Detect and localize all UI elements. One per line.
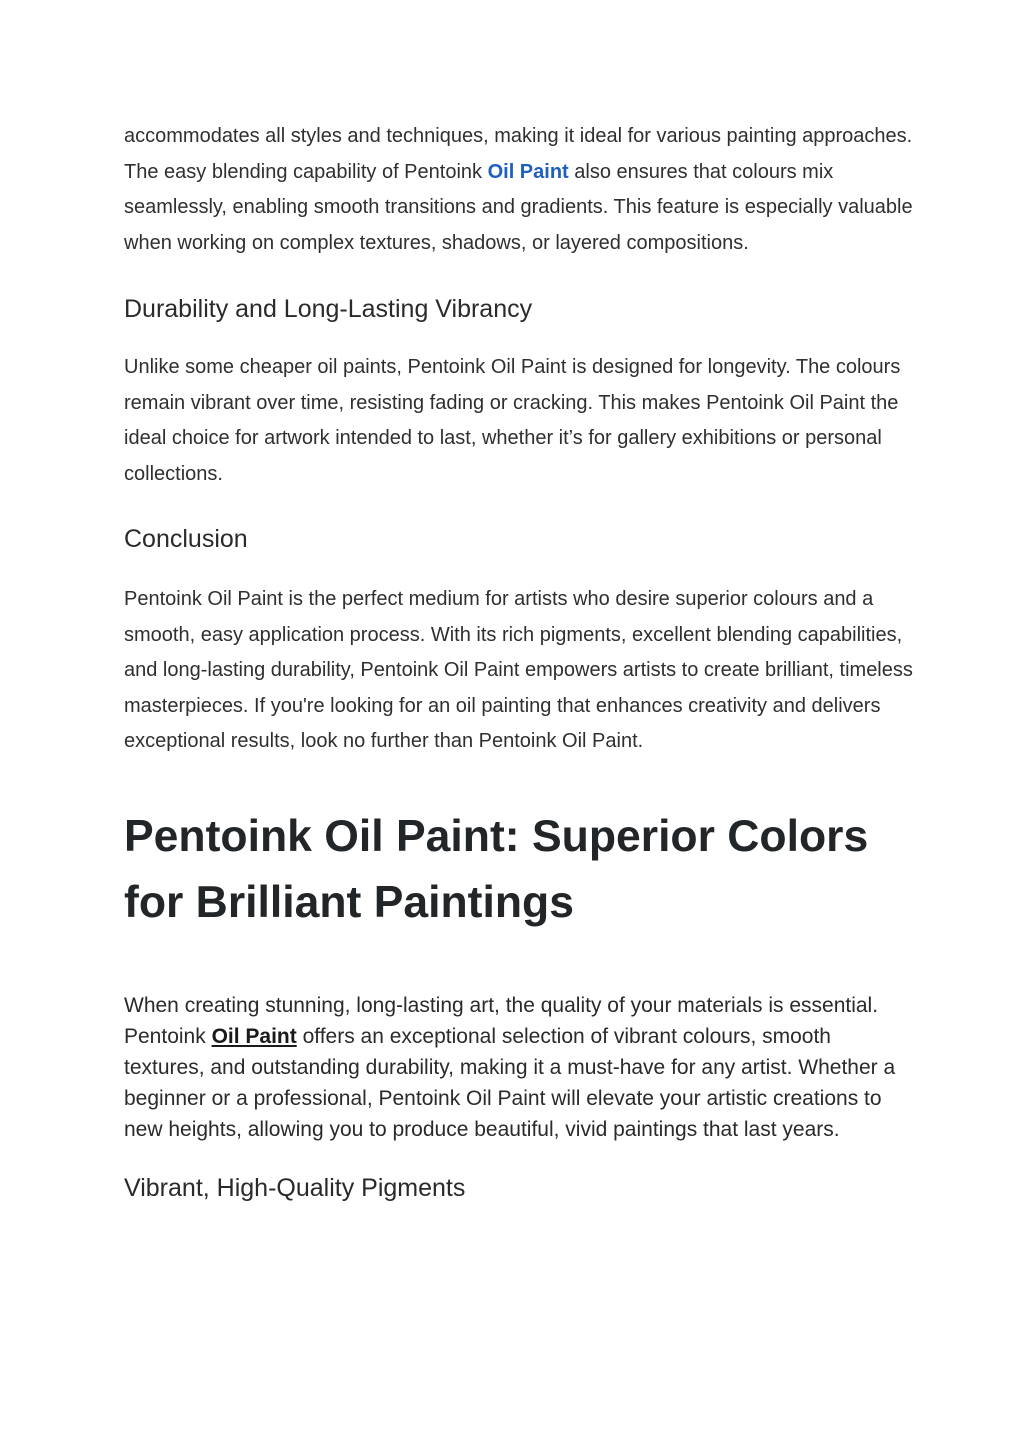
- intro-paragraph-2-text-before: The easy blending capability of Pentoink: [124, 160, 488, 183]
- article-intro-text-before: When creating stunning, long-lasting art, the quality of your materials is essential. Pentoink: [124, 993, 879, 1048]
- article-title: Pentoink Oil Paint: Superior Colors for Brilliant Paintings: [124, 811, 869, 927]
- conclusion-heading: Conclusion: [124, 525, 248, 553]
- intro-paragraph-2-text-after: also ensures that colours mix seamlessly, enabling smooth transitions and gradients. This feature is especially valuable when working on complex textures, shadows, or layered compositions.: [124, 160, 913, 254]
- intro-paragraph-2: [124, 155, 914, 262]
- oil-paint-link-underlined[interactable]: Oil Paint: [211, 1024, 297, 1048]
- conclusion-paragraph: Pentoink Oil Paint is the perfect medium for artists who desire superior colours and a smooth, easy application process. With its rich pigments, excellent blending capabilities, and long-lasting durability, Pentoink Oil Paint empowers artists to create brilliant, timeless masterpieces. If you're looking for an oil painting that enhances creativity and delivers exceptional results, look no further than Pentoink Oil Paint.: [124, 588, 913, 752]
- article-intro-text-after: offers an exceptional selection of vibrant colours, smooth textures, and outstanding durability, making it a must-have for any artist. Whether a beginner or a professional, Pentoink Oil Paint will elevate your artistic creations to new heights, allowing you to produce beautiful, vivid paintings that last years.: [124, 1024, 896, 1141]
- intro-paragraph-1: accommodates all styles and techniques, making it ideal for various painting approaches.: [124, 125, 913, 147]
- pigments-subheading: Vibrant, High-Quality Pigments: [124, 1173, 466, 1202]
- oil-paint-link-blue[interactable]: Oil Paint: [487, 160, 569, 183]
- durability-paragraph: Unlike some cheaper oil paints, Pentoink Oil Paint is designed for longevity. The colours remain vibrant over time, resisting fading or cracking. This makes Pentoink Oil Paint the ideal choice for artwork intended to last, whether it’s for gallery exhibitions or personal collections.: [124, 356, 901, 485]
- durability-heading: Durability and Long-Lasting Vibrancy: [124, 295, 533, 323]
- document-page: [124, 119, 914, 1205]
- article-intro-paragraph: [124, 990, 914, 1145]
